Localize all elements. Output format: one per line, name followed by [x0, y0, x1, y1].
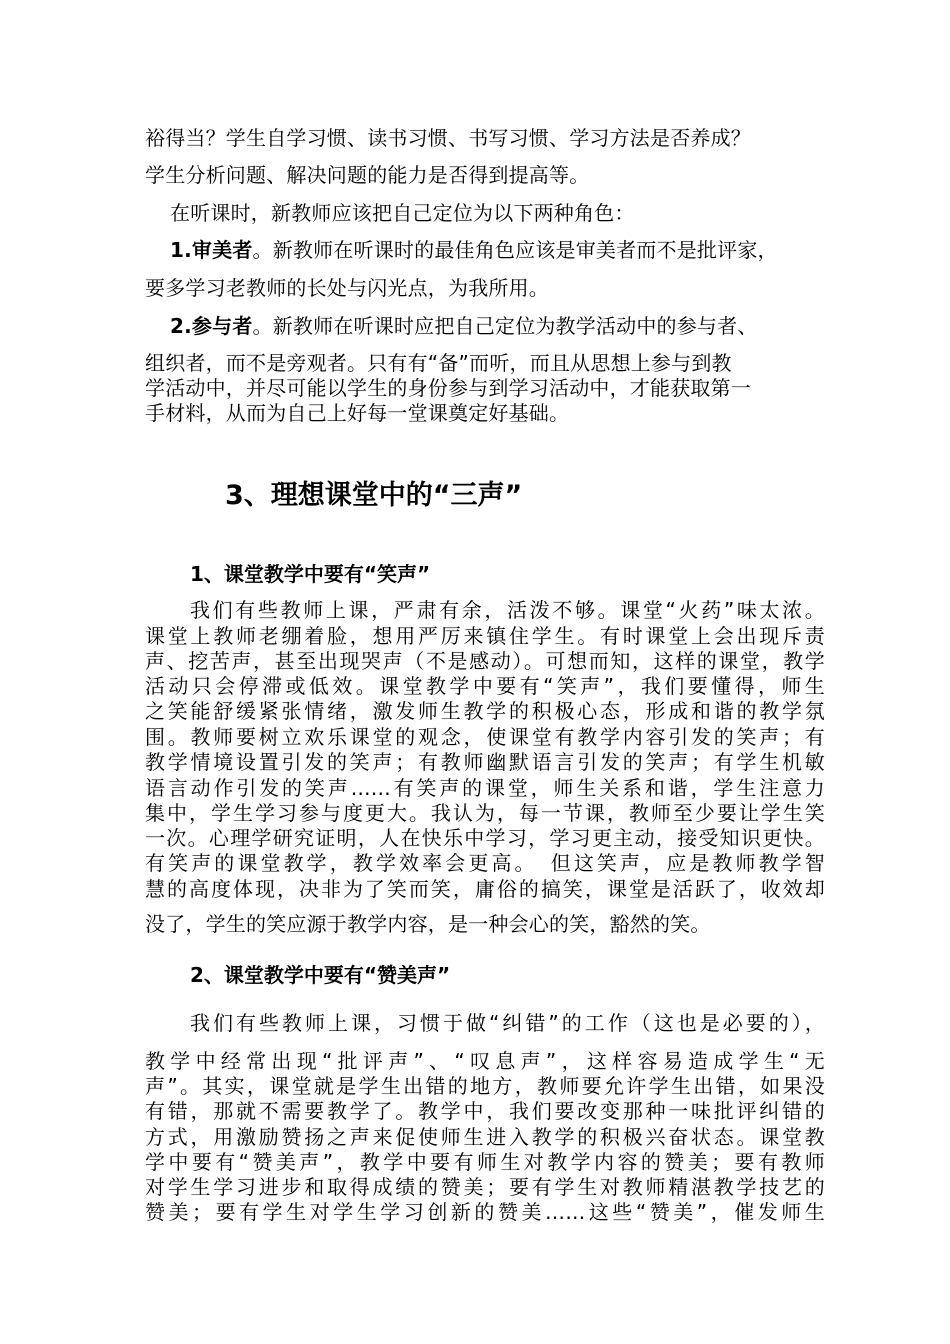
- section-title: 3、理想课堂中的“三声”: [225, 480, 523, 511]
- sub2-line-7: 对学生学习进步和取得成绩的赞美；要有学生对教师精湛教学技艺的: [145, 1175, 825, 1199]
- sub1-line-1: 我们有些教师上课，严肃有余，活泼不够。课堂“火药”味太浓。: [190, 598, 825, 622]
- role-2-text: 。新教师在听课时应把自己定位为教学活动中的参与者、: [252, 314, 758, 338]
- role-2-line-2: 组织者，而不是旁观者。只有有“备”而听，而且从思想上参与到教: [145, 351, 732, 375]
- sub1-line-4: 活动只会停滞或低效。课堂教学中要有“笑声”，我们要懂得，师生: [145, 674, 825, 698]
- role-1-label: 1.审美者: [170, 238, 253, 262]
- sub1-line-11: 有笑声的课堂教学，教学效率会更高。 但这笑声，应是教师教学智: [145, 851, 825, 875]
- sub2-line-3: 声”。其实，课堂就是学生出错的地方，教师要允许学生出错，如果没: [145, 1074, 825, 1098]
- role-2-line-3: 学活动中，并尽可能以学生的身份参与到学习活动中，才能获取第一: [145, 376, 751, 400]
- sub1-line-7: 教学情境设置引发的笑声；有教师幽默语言引发的笑声；有学生机敏: [145, 750, 825, 774]
- role-2-label: 2.参与者: [170, 314, 253, 338]
- sub2-line-8: 赞美；要有学生对学生学习创新的赞美……这些“赞美”，催发师生: [145, 1200, 825, 1224]
- subsection-1-heading: 1、课堂教学中要有“笑声”: [190, 562, 431, 586]
- sub1-line-12: 慧的高度体现，决非为了笑而笑，庸俗的搞笑，课堂是活跃了，收效却: [145, 877, 825, 901]
- sub1-line-9: 集中，学生学习参与度更大。我认为，每一节课，教师至少要让学生笑: [145, 801, 825, 825]
- sub2-line-6: 学中要有“赞美声”，教学中要有师生对教学内容的赞美；要有教师: [145, 1150, 825, 1174]
- sub2-line-1: 我们有些教师上课，习惯于做“纠错”的工作（这也是必要的），: [190, 1011, 825, 1035]
- sub2-line-5: 方式，用激励赞扬之声来促使师生进入教学的积极兴奋状态。课堂教: [145, 1125, 825, 1149]
- intro-line-2: 学生分析问题、解决问题的能力是否得到提高等。: [145, 163, 590, 187]
- role-1-text: 。新教师在听课时的最佳角色应该是审美者而不是批评家，: [252, 238, 778, 262]
- role-2-first-line: [170, 313, 850, 339]
- sub1-line-6: 围。教师要树立欢乐课堂的观念，使课堂有教学内容引发的笑声；有: [145, 725, 825, 749]
- sub1-line-5: 之笑能舒缓紧张情绪，激发师生教学的积极心态，形成和谐的教学氛: [145, 699, 825, 723]
- intro-line-3: 在听课时，新教师应该把自己定位为以下两种角色：: [170, 201, 635, 225]
- role-1-line-2: 要多学习老教师的长处与闪光点，为我所用。: [145, 276, 549, 300]
- role-1-first-line: [170, 237, 850, 263]
- role-2-line-4: 手材料，从而为自己上好每一堂课奠定好基础。: [145, 401, 570, 425]
- sub1-line-3: 声、挖苦声，甚至出现哭声（不是感动）。可想而知，这样的课堂，教学: [145, 649, 825, 673]
- sub1-line-8: 语言动作引发的笑声……有笑声的课堂，师生关系和谐，学生注意力: [145, 776, 825, 800]
- sub1-line-13: 没了，学生的笑应源于教学内容，是一种会心的笑，豁然的笑。: [145, 912, 711, 936]
- sub1-line-10: 一次。心理学研究证明，人在快乐中学习，学习更主动，接受知识更快。: [145, 826, 825, 850]
- subsection-2-heading: 2、课堂教学中要有“赞美声”: [190, 963, 451, 987]
- sub1-line-2: 课堂上教师老绷着脸，想用严厉来镇住学生。有时课堂上会出现斥责: [145, 624, 825, 648]
- sub2-line-2: 教学中经常出现“批评声”、“叹息声”，这样容易造成学生“无: [145, 1049, 825, 1073]
- intro-line-1: 裕得当？学生自学习惯、读书习惯、书写习惯、学习方法是否养成？: [145, 126, 751, 150]
- sub2-line-4: 有错，那就不需要教学了。教学中，我们要改变那种一味批评纠错的: [145, 1099, 825, 1123]
